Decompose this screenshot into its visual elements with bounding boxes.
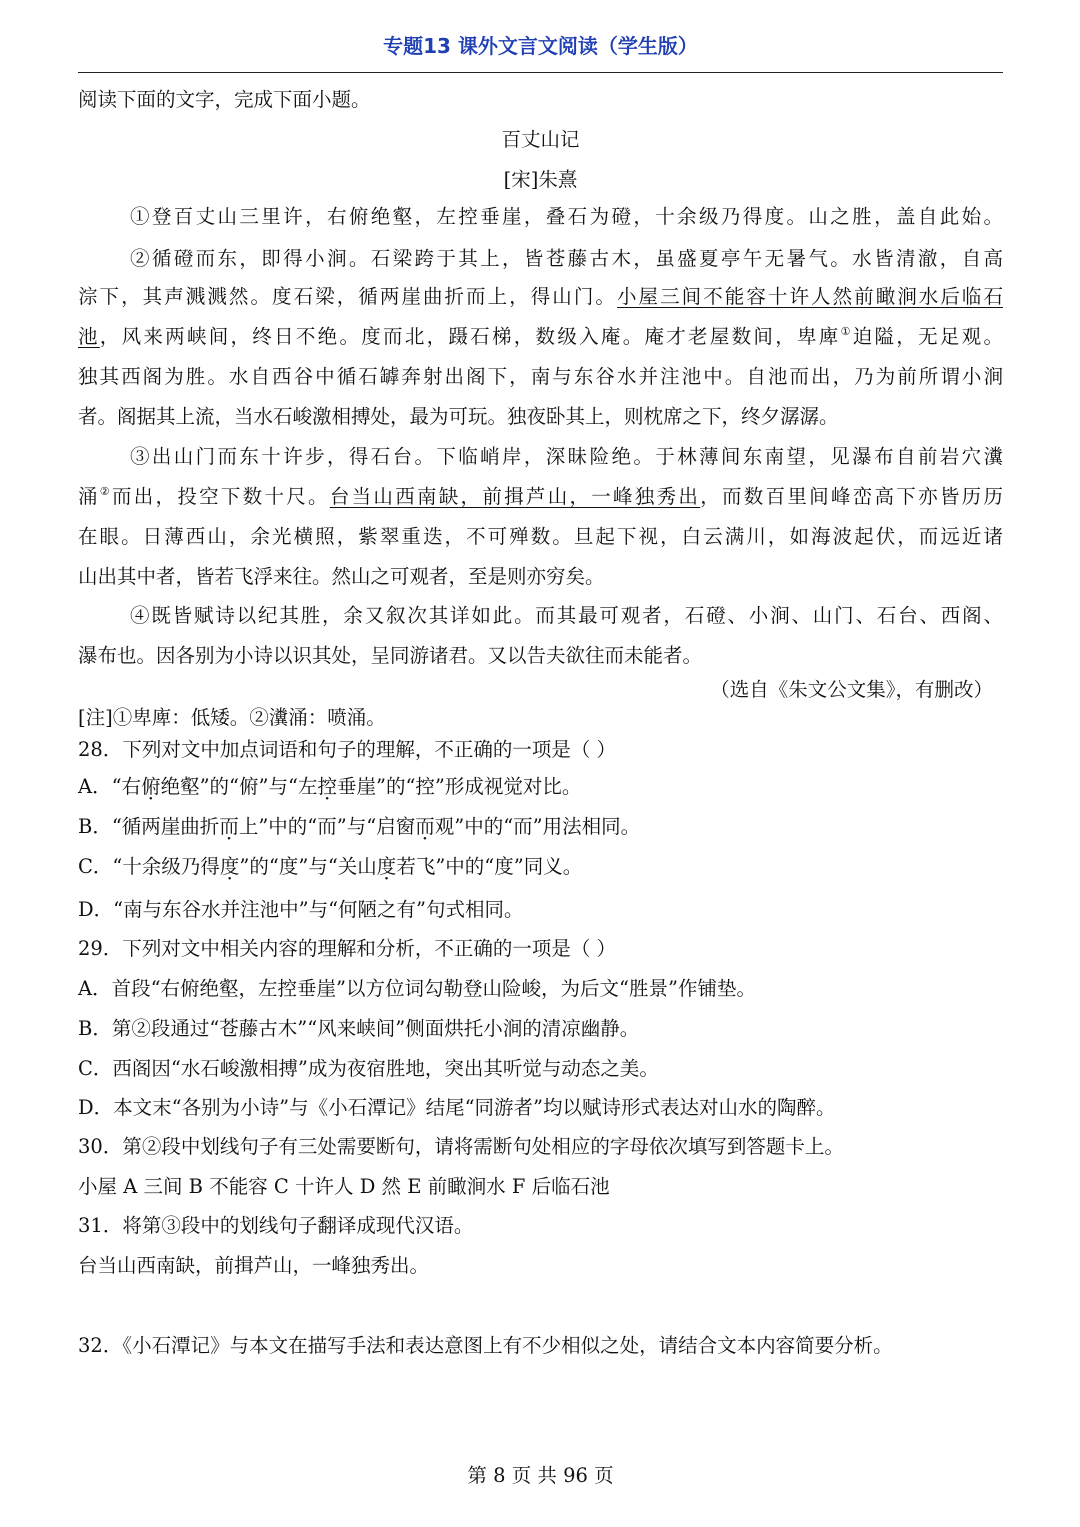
- paragraph-3-line: 在眼。日薄西山，余光横照，紫翠重迭，不可殚数。旦起下视，白云满川，如海波起伏，而远近诸: [78, 525, 1003, 548]
- question-30: 30．第②段中划线句子有三处需要断句，请将需断句处相应的字母依次填写到答题卡上。: [78, 1135, 844, 1158]
- option-29c: C．西阁因“水石峻激相搏”成为夜宿胜地，突出其听觉与动态之美。: [78, 1057, 659, 1080]
- text-span: ”的“度”与“关山: [239, 855, 377, 878]
- dotted-word: 俯: [141, 775, 161, 798]
- option-28b: [78, 813, 1003, 841]
- underlined-sentence: 池: [78, 325, 100, 348]
- option-29d: D．本文末“各别为小诗”与《小石潭记》结尾“同游者”均以赋诗形式表达对山水的陶醉。: [78, 1096, 836, 1119]
- text-span: ，风来两峡间，终日不绝。度而北，蹑石梯，数级入庵。庵才老屋数间，卑庳: [99, 325, 841, 348]
- paragraph-2-line: [78, 283, 1003, 311]
- text-span: 涌: [78, 485, 100, 508]
- text-span: 若飞”中的“度”同义。: [396, 855, 583, 878]
- page-footer: 第 8 页 共 96 页: [467, 1464, 614, 1487]
- paragraph-3-line: ③出山门而东十许步，得石台。下临峭岸，深昧险绝。于林薄间东南望，见瀑布自前岩穴瀵: [130, 445, 1003, 468]
- text-span: ，而数百里间峰峦高下亦皆历历: [700, 485, 1003, 508]
- option-28a: [78, 773, 1003, 801]
- question-28: 28．下列对文中加点词语和句子的理解，不正确的一项是（ ）: [78, 738, 617, 761]
- dotted-word: 控: [317, 775, 337, 798]
- paragraph-1: ①登百丈山三里许，右俯绝壑，左控垂崖，叠石为磴，十余级乃得度。山之胜，盖自此始。: [130, 205, 1003, 228]
- option-28d: D．“南与东谷水并注池中”与“何陋之有”句式相同。: [78, 898, 524, 921]
- paragraph-3-line: [78, 483, 1003, 511]
- annotation-note: [注]①卑庳：低矮。②瀵涌：喷涌。: [78, 706, 386, 729]
- paragraph-4-line: ④既皆赋诗以纪其胜，余又叙次其详如此。而其最可观者，石磴、小涧、山门、石台、西阁、: [130, 604, 1003, 627]
- underlined-sentence: 小屋三间不能容十许人然前瞰涧水后临石: [616, 285, 1003, 308]
- paragraph-2-line: ②循磴而东，即得小涧。石梁跨于其上，皆苍藤古木，虽盛夏亭午无暑气。水皆清澈，自高: [130, 247, 1003, 270]
- question-31: 31．将第③段中的划线句子翻译成现代汉语。: [78, 1214, 474, 1237]
- header-rule: [78, 72, 1003, 73]
- intro-text: 阅读下面的文字，完成下面小题。: [78, 88, 371, 111]
- text-span: C．“十余级乃得: [78, 855, 220, 878]
- question-29: 29．下列对文中相关内容的理解和分析，不正确的一项是（ ）: [78, 937, 617, 960]
- text-span: A．“右: [78, 775, 142, 798]
- option-29a: A．首段“右俯绝壑，左控垂崖”以方位词勾勒登山险峻，为后文“胜景”作铺垫。: [78, 977, 756, 1000]
- article-author: [宋]朱熹: [503, 168, 578, 191]
- question-32: 32．《小石潭记》与本文在描写手法和表达意图上有不少相似之处，请结合文本内容简要分析。: [78, 1334, 893, 1357]
- question-31-text: 台当山西南缺，前揖芦山，一峰独秀出。: [78, 1254, 430, 1277]
- paragraph-2-line: [78, 323, 1003, 351]
- option-28c: [78, 853, 1003, 881]
- paragraph-3-line: 山出其中者，皆若飞浮来往。然山之可观者，至是则亦穷矣。: [78, 565, 605, 588]
- option-29b: B．第②段通过“苍藤古木”“风来峡间”侧面烘托小涧的清凉幽静。: [78, 1017, 640, 1040]
- question-30-text: 小屋 A 三间 B 不能容 C 十许人 D 然 E 前瞰涧水 F 后临石池: [78, 1175, 610, 1198]
- page-header: 专题13 课外文言文阅读（学生版）: [383, 34, 698, 58]
- text-span: 绝壑”的“俯”与“左: [160, 775, 318, 798]
- text-span: 迫隘，无足观。: [852, 325, 1003, 348]
- dotted-word: 而: [219, 815, 239, 838]
- dotted-word: 度: [376, 855, 397, 878]
- footnote-marker: ①: [840, 325, 853, 338]
- paragraph-2-line: 者。阁据其上流，当水石峻激相搏处，最为可玩。独夜卧其上，则枕席之下，终夕潺潺。: [78, 405, 839, 428]
- dotted-word: 度: [219, 855, 240, 878]
- text-span: 观”中的“而”用法相同。: [434, 815, 641, 838]
- text-span: B．“循两崖曲折: [78, 815, 220, 838]
- article-title: 百丈山记: [501, 128, 580, 151]
- text-span: 淙下，其声溅溅然。度石梁，循两崖曲折而上，得山门。: [78, 285, 617, 308]
- paragraph-4-line: 瀑布也。因各别为小诗以识其处，呈同游诸君。又以告夫欲往而未能者。: [78, 644, 703, 667]
- source-citation: （选自《朱文公文集》，有删改）: [710, 678, 993, 701]
- footnote-marker: ②: [99, 485, 112, 498]
- underlined-sentence: 台当山西南缺，前揖芦山，一峰独秀出: [329, 485, 701, 508]
- text-span: 而出，投空下数十尺。: [111, 485, 330, 508]
- text-span: 垂崖”的“控”形成视觉对比。: [336, 775, 582, 798]
- text-span: 上”中的“而”与“启窗: [238, 815, 416, 838]
- dotted-word: 而: [415, 815, 435, 838]
- paragraph-2-line: 独其西阁为胜。水自西谷中循石罅奔射出阁下，南与东谷水并注池中。自池而出，乃为前所谓小涧: [78, 365, 1003, 388]
